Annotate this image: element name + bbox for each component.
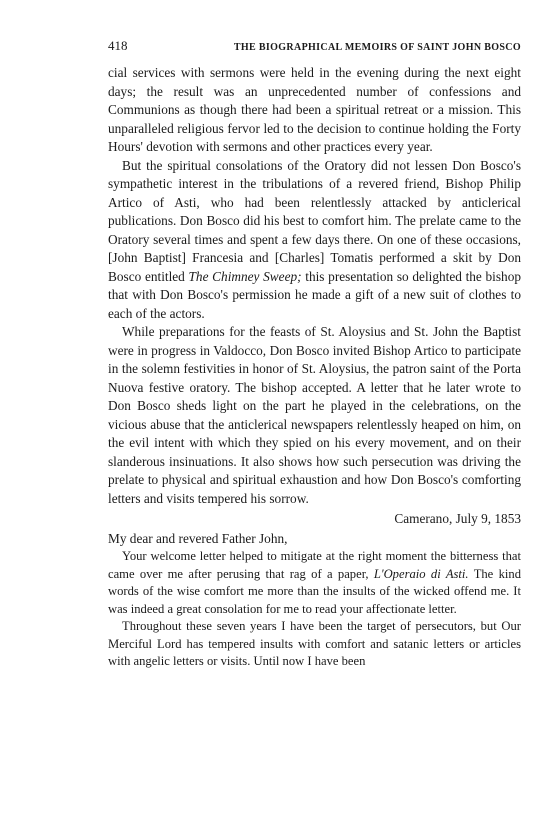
- running-head: [108, 38, 521, 60]
- letter-salutation: My dear and revered Father John,: [108, 530, 288, 546]
- paragraph-bishop-artico: [108, 157, 521, 324]
- paragraph-preparations: While preparations for the feasts of St. Aloysius and St. John the Baptist were in progress in Valdocco, Don Bosco invited Bishop Artico to participate in the solemn festivities in honor of St. Aloysius, the patron saint of the Porta Nuova festive oratory. The bishop accepted. A letter that he later wrote to Don Bosco sheds light on the part he played in the celebrations, on the vicious abuse that the anticlerical newspapers relentlessly heaped on him, on the evil intent with which they spied on his every movement, and on their slanderous insinuations. It also shows how such persecution was driving the prelate to physical and spiritual exhaustion and how Don Bosco's comforting letters and visits tempered his sorrow.: [108, 324, 521, 506]
- letter-text: The kind words of the wise comfort me more than the insults of the wicked offend me. It was indeed a great consolation for me to read your affectionate letter.: [108, 566, 522, 616]
- body-text: [108, 64, 521, 508]
- paragraph-text: But the spiritual consolations of the Oratory did not lessen Don Bosco's sympathetic interest in the tribulations of a revered friend, Bishop Philip Artico of Asti, who had been relentlessly attacked by anticlerical publications. Don Bosco did his best to comfort him. The prelate came to the Oratory several times and spent a few days there. On one of these occasions, [John Baptist] Francesia and [Charles] Tomatis performed a skit by Don Bosco entitled: [108, 157, 521, 284]
- skit-title: The Chimney Sweep;: [188, 268, 302, 284]
- letter-date: Camerano, July 9, 1853: [394, 511, 521, 526]
- running-title: THE BIOGRAPHICAL MEMOIRS OF SAINT JOHN BOSCO: [233, 42, 521, 53]
- letter-paragraph: [108, 548, 521, 618]
- paragraph-text: this presentation so delighted the bishop that with Don Bosco's permission he made a gift of a new suit of clothes to each of the actors.: [108, 268, 521, 321]
- page-number: 418: [108, 38, 128, 53]
- newspaper-title: L'Operaio di Asti.: [373, 566, 469, 581]
- letter-paragraph: Throughout these seven years I have been the target of persecutors, but Our Merciful Lord has tempered insults with comfort and satanic letters or articles with angelic letters or visits. Until now I have been: [108, 619, 521, 668]
- letter: [108, 510, 521, 671]
- paragraph-continuation: cial services with sermons were held in the evening during the next eight days; the result was an unprecedented number of confessions and Communions as though there had been a spiritual retreat or a mission. This unparalleled religious fervor led to the decision to continue holding the Forty Hours' devotion with sermons and other practices every year.: [108, 65, 521, 154]
- document-page: [108, 38, 521, 671]
- letter-text: Your welcome letter helped to mitigate at the right moment the bitterness that came over me after perusing that rag of a paper,: [108, 549, 521, 581]
